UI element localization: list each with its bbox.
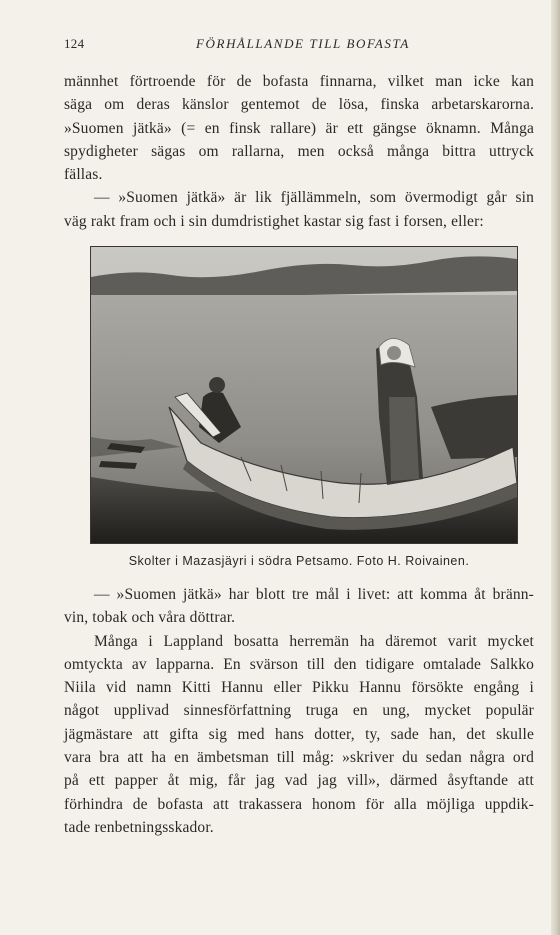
page-number: 124	[64, 36, 85, 51]
text-line: på ett papper åt mig, får jag vad jag vill», därmed åsyftande att	[64, 772, 534, 790]
page-edge-shadow	[551, 0, 560, 935]
text-line: männhet förtroende för de bofasta finnarna, vilket man icke kan	[64, 73, 534, 90]
text-line: fällas.	[64, 166, 103, 184]
body-text-top	[64, 70, 534, 233]
figure-caption: Skolter i Mazasjäyri i södra Petsamo. Foto H. Roivainen.	[128, 554, 470, 568]
text-line: vin, tobak och våra döttrar.	[64, 609, 236, 627]
text-line: »Suomen jätkä» (= en finsk rallare) är ett gängse öknamn. Många	[64, 119, 534, 137]
text-line: — »Suomen jätkä» har blott tre mål i livet: att komma åt bränn-	[94, 586, 534, 603]
text-line: Många i Lappland bosatta herremän ha däremot varit mycket	[94, 632, 534, 650]
text-line: något upplivad sinnesförfattning truga en ung, mycket populär	[64, 702, 534, 720]
text-line: säga om deras känslor gentemot de lösa, finska arbetarskarorna.	[64, 96, 534, 114]
text-line: väg rakt fram och i sin dumdristighet kastar sig fast i forsen, eller:	[64, 212, 484, 230]
text-line: spydigheter sägas om rallarna, men också många bittra uttryck	[64, 142, 534, 160]
body-text-bottom	[64, 583, 534, 839]
text-line: tade renbetningsskador.	[64, 818, 214, 836]
running-head	[64, 36, 534, 52]
text-line: jägmästare att gifta sig med hans dotter, ty, sade han, det skulle	[64, 725, 534, 743]
text-line: — »Suomen jätkä» är lik fjällämmeln, som övermodigt går sin	[94, 189, 534, 207]
text-line: förhindra de bofasta att trakassera honom för alla möjliga uppdik-	[64, 795, 534, 813]
text-line: vara bra att ha en ämbetsman till måg: »skriver du sedan några ord	[64, 749, 534, 767]
text-line: Niila vid namn Kitti Hannu eller Pikku Hannu försökte engång i	[64, 679, 534, 697]
text-line: omtyckta av lapparna. En svärson till den tidigare omtalade Salkko	[64, 655, 534, 673]
photo-illustration	[91, 247, 517, 543]
running-title: FÖRHÅLLANDE TILL BOFASTA	[196, 36, 410, 51]
photograph-boat-on-lake	[90, 246, 518, 544]
